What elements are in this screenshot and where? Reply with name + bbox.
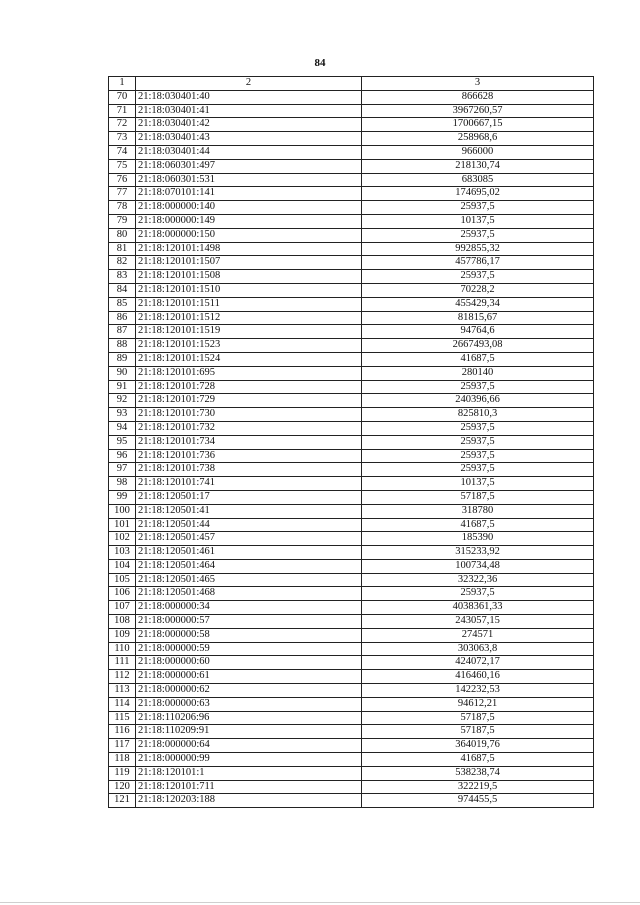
row-number-cell: 120 bbox=[109, 780, 136, 794]
value-cell: 322219,5 bbox=[362, 780, 594, 794]
row-number-cell: 100 bbox=[109, 504, 136, 518]
value-cell: 683085 bbox=[362, 173, 594, 187]
row-number-cell: 73 bbox=[109, 132, 136, 146]
row-number-cell: 114 bbox=[109, 697, 136, 711]
row-number-cell: 102 bbox=[109, 532, 136, 546]
value-cell: 424072,17 bbox=[362, 656, 594, 670]
value-cell: 41687,5 bbox=[362, 753, 594, 767]
table-row bbox=[109, 477, 594, 491]
data-table bbox=[108, 76, 594, 808]
cadastral-number-cell: 21:18:120501:44 bbox=[136, 518, 362, 532]
table-row bbox=[109, 504, 594, 518]
cadastral-number-cell: 21:18:120101:732 bbox=[136, 421, 362, 435]
table-row bbox=[109, 118, 594, 132]
table-row bbox=[109, 753, 594, 767]
value-cell: 25937,5 bbox=[362, 449, 594, 463]
value-cell: 100734,48 bbox=[362, 559, 594, 573]
row-number-cell: 86 bbox=[109, 311, 136, 325]
cadastral-number-cell: 21:18:120101:741 bbox=[136, 477, 362, 491]
table-row bbox=[109, 228, 594, 242]
value-cell: 974455,5 bbox=[362, 794, 594, 808]
cadastral-number-cell: 21:18:030401:40 bbox=[136, 90, 362, 104]
header-cell-2: 2 bbox=[136, 77, 362, 91]
table-row bbox=[109, 283, 594, 297]
value-cell: 57187,5 bbox=[362, 711, 594, 725]
table-row bbox=[109, 794, 594, 808]
value-cell: 866628 bbox=[362, 90, 594, 104]
cadastral-number-cell: 21:18:120101:734 bbox=[136, 435, 362, 449]
value-cell: 416460,16 bbox=[362, 670, 594, 684]
row-number-cell: 94 bbox=[109, 421, 136, 435]
value-cell: 25937,5 bbox=[362, 421, 594, 435]
cadastral-number-cell: 21:18:120101:1510 bbox=[136, 283, 362, 297]
row-number-cell: 92 bbox=[109, 394, 136, 408]
row-number-cell: 109 bbox=[109, 628, 136, 642]
cadastral-number-cell: 21:18:030401:43 bbox=[136, 132, 362, 146]
cadastral-number-cell: 21:18:120501:457 bbox=[136, 532, 362, 546]
row-number-cell: 77 bbox=[109, 187, 136, 201]
cadastral-number-cell: 21:18:060301:497 bbox=[136, 159, 362, 173]
table-row bbox=[109, 546, 594, 560]
table-row bbox=[109, 449, 594, 463]
table-row bbox=[109, 739, 594, 753]
row-number-cell: 106 bbox=[109, 587, 136, 601]
cadastral-number-cell: 21:18:000000:62 bbox=[136, 684, 362, 698]
table-row bbox=[109, 214, 594, 228]
value-cell: 25937,5 bbox=[362, 587, 594, 601]
row-number-cell: 111 bbox=[109, 656, 136, 670]
table-row bbox=[109, 628, 594, 642]
table-row bbox=[109, 518, 594, 532]
row-number-cell: 99 bbox=[109, 490, 136, 504]
value-cell: 41687,5 bbox=[362, 518, 594, 532]
row-number-cell: 74 bbox=[109, 145, 136, 159]
row-number-cell: 103 bbox=[109, 546, 136, 560]
value-cell: 240396,66 bbox=[362, 394, 594, 408]
table-row bbox=[109, 408, 594, 422]
row-number-cell: 112 bbox=[109, 670, 136, 684]
cadastral-number-cell: 21:18:120101:1523 bbox=[136, 339, 362, 353]
value-cell: 10137,5 bbox=[362, 214, 594, 228]
cadastral-number-cell: 21:18:000000:99 bbox=[136, 753, 362, 767]
table-row bbox=[109, 297, 594, 311]
cadastral-number-cell: 21:18:000000:61 bbox=[136, 670, 362, 684]
value-cell: 174695,02 bbox=[362, 187, 594, 201]
cadastral-number-cell: 21:18:000000:57 bbox=[136, 615, 362, 629]
cadastral-number-cell: 21:18:120501:41 bbox=[136, 504, 362, 518]
value-cell: 57187,5 bbox=[362, 725, 594, 739]
row-number-cell: 97 bbox=[109, 463, 136, 477]
header-cell-3: 3 bbox=[362, 77, 594, 91]
value-cell: 274571 bbox=[362, 628, 594, 642]
value-cell: 2667493,08 bbox=[362, 339, 594, 353]
table-row bbox=[109, 270, 594, 284]
value-cell: 25937,5 bbox=[362, 270, 594, 284]
table-row bbox=[109, 394, 594, 408]
row-number-cell: 71 bbox=[109, 104, 136, 118]
table-row bbox=[109, 697, 594, 711]
table-row bbox=[109, 435, 594, 449]
value-cell: 364019,76 bbox=[362, 739, 594, 753]
value-cell: 992855,32 bbox=[362, 242, 594, 256]
row-number-cell: 108 bbox=[109, 615, 136, 629]
table-row bbox=[109, 187, 594, 201]
value-cell: 243057,15 bbox=[362, 615, 594, 629]
table-row bbox=[109, 684, 594, 698]
table-body bbox=[109, 77, 594, 808]
table-row bbox=[109, 615, 594, 629]
table-row bbox=[109, 132, 594, 146]
value-cell: 218130,74 bbox=[362, 159, 594, 173]
value-cell: 25937,5 bbox=[362, 435, 594, 449]
row-number-cell: 70 bbox=[109, 90, 136, 104]
table-row bbox=[109, 104, 594, 118]
row-number-cell: 113 bbox=[109, 684, 136, 698]
cadastral-number-cell: 21:18:120101:736 bbox=[136, 449, 362, 463]
table-row bbox=[109, 490, 594, 504]
value-cell: 25937,5 bbox=[362, 228, 594, 242]
value-cell: 1700667,15 bbox=[362, 118, 594, 132]
row-number-cell: 76 bbox=[109, 173, 136, 187]
table-row bbox=[109, 325, 594, 339]
value-cell: 3967260,57 bbox=[362, 104, 594, 118]
cadastral-number-cell: 21:18:000000:60 bbox=[136, 656, 362, 670]
value-cell: 4038361,33 bbox=[362, 601, 594, 615]
cadastral-number-cell: 21:18:120501:461 bbox=[136, 546, 362, 560]
table-row bbox=[109, 559, 594, 573]
row-number-cell: 118 bbox=[109, 753, 136, 767]
value-cell: 966000 bbox=[362, 145, 594, 159]
row-number-cell: 110 bbox=[109, 642, 136, 656]
value-cell: 185390 bbox=[362, 532, 594, 546]
value-cell: 32322,36 bbox=[362, 573, 594, 587]
table-row bbox=[109, 532, 594, 546]
value-cell: 70228,2 bbox=[362, 283, 594, 297]
value-cell: 825810,3 bbox=[362, 408, 594, 422]
value-cell: 94612,21 bbox=[362, 697, 594, 711]
row-number-cell: 82 bbox=[109, 256, 136, 270]
row-number-cell: 72 bbox=[109, 118, 136, 132]
table-row bbox=[109, 780, 594, 794]
table-row bbox=[109, 173, 594, 187]
row-number-cell: 75 bbox=[109, 159, 136, 173]
table-row bbox=[109, 256, 594, 270]
cadastral-number-cell: 21:18:120101:711 bbox=[136, 780, 362, 794]
cadastral-number-cell: 21:18:120101:738 bbox=[136, 463, 362, 477]
cadastral-number-cell: 21:18:000000:140 bbox=[136, 201, 362, 215]
value-cell: 10137,5 bbox=[362, 477, 594, 491]
row-number-cell: 78 bbox=[109, 201, 136, 215]
cadastral-number-cell: 21:18:120101:1511 bbox=[136, 297, 362, 311]
cadastral-number-cell: 21:18:120101:730 bbox=[136, 408, 362, 422]
table-row bbox=[109, 656, 594, 670]
row-number-cell: 95 bbox=[109, 435, 136, 449]
cadastral-number-cell: 21:18:120101:728 bbox=[136, 380, 362, 394]
table-row bbox=[109, 725, 594, 739]
table-row bbox=[109, 601, 594, 615]
table-row bbox=[109, 642, 594, 656]
cadastral-number-cell: 21:18:030401:42 bbox=[136, 118, 362, 132]
row-number-cell: 104 bbox=[109, 559, 136, 573]
row-number-cell: 84 bbox=[109, 283, 136, 297]
cadastral-number-cell: 21:18:000000:58 bbox=[136, 628, 362, 642]
cadastral-number-cell: 21:18:110209:91 bbox=[136, 725, 362, 739]
table-row bbox=[109, 711, 594, 725]
value-cell: 455429,34 bbox=[362, 297, 594, 311]
table-row bbox=[109, 159, 594, 173]
cadastral-number-cell: 21:18:000000:149 bbox=[136, 214, 362, 228]
cadastral-number-cell: 21:18:120101:729 bbox=[136, 394, 362, 408]
row-number-cell: 89 bbox=[109, 352, 136, 366]
table-row bbox=[109, 463, 594, 477]
table-row bbox=[109, 90, 594, 104]
cadastral-number-cell: 21:18:120501:468 bbox=[136, 587, 362, 601]
row-number-cell: 91 bbox=[109, 380, 136, 394]
cadastral-number-cell: 21:18:070101:141 bbox=[136, 187, 362, 201]
cadastral-number-cell: 21:18:120203:188 bbox=[136, 794, 362, 808]
cadastral-number-cell: 21:18:030401:44 bbox=[136, 145, 362, 159]
row-number-cell: 96 bbox=[109, 449, 136, 463]
page-number: 84 bbox=[314, 57, 326, 69]
row-number-cell: 98 bbox=[109, 477, 136, 491]
value-cell: 81815,67 bbox=[362, 311, 594, 325]
table-row bbox=[109, 352, 594, 366]
cadastral-number-cell: 21:18:120501:17 bbox=[136, 490, 362, 504]
row-number-cell: 105 bbox=[109, 573, 136, 587]
cadastral-number-cell: 21:18:120101:1 bbox=[136, 766, 362, 780]
table-row bbox=[109, 670, 594, 684]
value-cell: 25937,5 bbox=[362, 201, 594, 215]
row-number-cell: 79 bbox=[109, 214, 136, 228]
table-row bbox=[109, 421, 594, 435]
table-row bbox=[109, 339, 594, 353]
cadastral-number-cell: 21:18:120101:1508 bbox=[136, 270, 362, 284]
value-cell: 25937,5 bbox=[362, 380, 594, 394]
value-cell: 280140 bbox=[362, 366, 594, 380]
cadastral-number-cell: 21:18:120101:1507 bbox=[136, 256, 362, 270]
cadastral-number-cell: 21:18:120501:465 bbox=[136, 573, 362, 587]
value-cell: 258968,6 bbox=[362, 132, 594, 146]
row-number-cell: 119 bbox=[109, 766, 136, 780]
table-row bbox=[109, 766, 594, 780]
value-cell: 303063,8 bbox=[362, 642, 594, 656]
row-number-cell: 88 bbox=[109, 339, 136, 353]
table-row bbox=[109, 201, 594, 215]
cadastral-number-cell: 21:18:120101:1519 bbox=[136, 325, 362, 339]
cadastral-number-cell: 21:18:000000:63 bbox=[136, 697, 362, 711]
cadastral-number-cell: 21:18:120101:695 bbox=[136, 366, 362, 380]
cadastral-number-cell: 21:18:120101:1498 bbox=[136, 242, 362, 256]
row-number-cell: 116 bbox=[109, 725, 136, 739]
cadastral-number-cell: 21:18:000000:59 bbox=[136, 642, 362, 656]
value-cell: 94764,6 bbox=[362, 325, 594, 339]
row-number-cell: 115 bbox=[109, 711, 136, 725]
cadastral-number-cell: 21:18:000000:150 bbox=[136, 228, 362, 242]
row-number-cell: 80 bbox=[109, 228, 136, 242]
value-cell: 457786,17 bbox=[362, 256, 594, 270]
table-header-row bbox=[109, 77, 594, 91]
value-cell: 41687,5 bbox=[362, 352, 594, 366]
cadastral-number-cell: 21:18:000000:34 bbox=[136, 601, 362, 615]
page-bottom-edge bbox=[0, 902, 640, 903]
row-number-cell: 83 bbox=[109, 270, 136, 284]
table-row bbox=[109, 366, 594, 380]
row-number-cell: 85 bbox=[109, 297, 136, 311]
value-cell: 57187,5 bbox=[362, 490, 594, 504]
cadastral-number-cell: 21:18:120501:464 bbox=[136, 559, 362, 573]
row-number-cell: 101 bbox=[109, 518, 136, 532]
cadastral-number-cell: 21:18:110206:96 bbox=[136, 711, 362, 725]
table-row bbox=[109, 242, 594, 256]
row-number-cell: 87 bbox=[109, 325, 136, 339]
row-number-cell: 81 bbox=[109, 242, 136, 256]
cadastral-number-cell: 21:18:030401:41 bbox=[136, 104, 362, 118]
value-cell: 318780 bbox=[362, 504, 594, 518]
table-row bbox=[109, 145, 594, 159]
header-cell-1: 1 bbox=[109, 77, 136, 91]
row-number-cell: 93 bbox=[109, 408, 136, 422]
table-row bbox=[109, 311, 594, 325]
value-cell: 142232,53 bbox=[362, 684, 594, 698]
value-cell: 315233,92 bbox=[362, 546, 594, 560]
row-number-cell: 117 bbox=[109, 739, 136, 753]
row-number-cell: 107 bbox=[109, 601, 136, 615]
table-row bbox=[109, 573, 594, 587]
cadastral-number-cell: 21:18:060301:531 bbox=[136, 173, 362, 187]
row-number-cell: 121 bbox=[109, 794, 136, 808]
value-cell: 25937,5 bbox=[362, 463, 594, 477]
table-row bbox=[109, 380, 594, 394]
cadastral-number-cell: 21:18:120101:1512 bbox=[136, 311, 362, 325]
row-number-cell: 90 bbox=[109, 366, 136, 380]
cadastral-number-cell: 21:18:000000:64 bbox=[136, 739, 362, 753]
cadastral-number-cell: 21:18:120101:1524 bbox=[136, 352, 362, 366]
value-cell: 538238,74 bbox=[362, 766, 594, 780]
table-row bbox=[109, 587, 594, 601]
